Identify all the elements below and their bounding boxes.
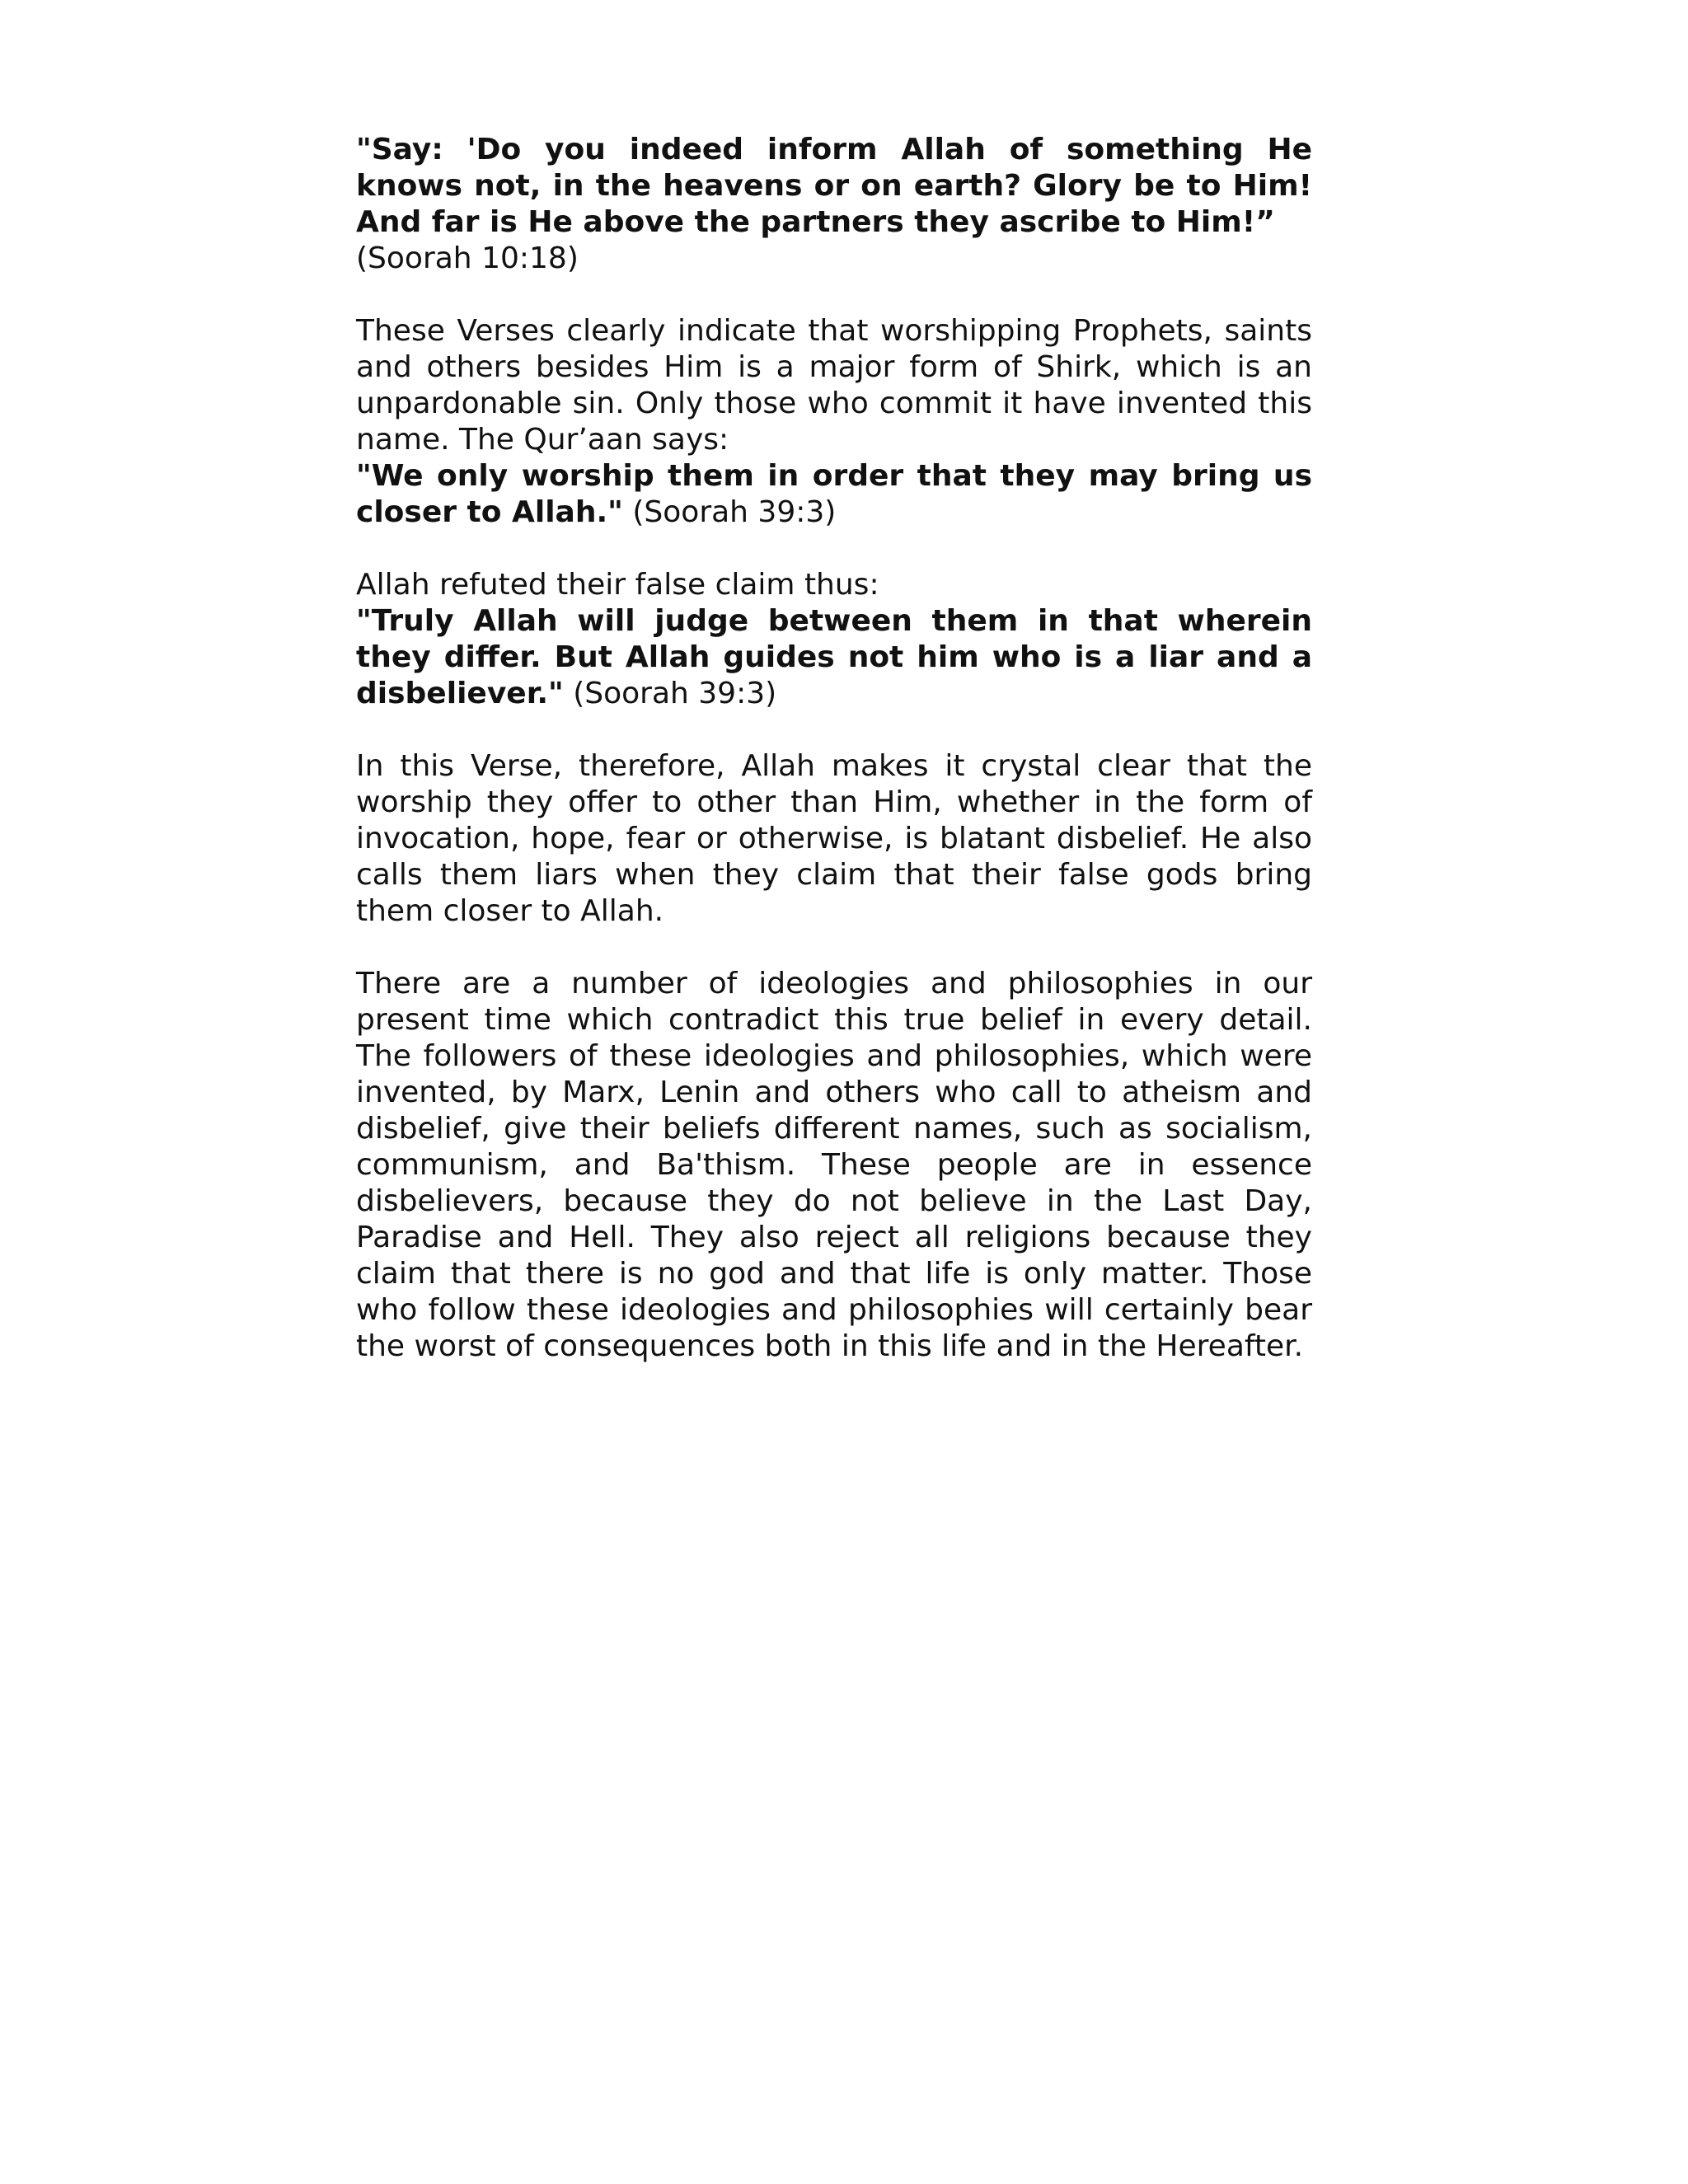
quote-block-soorah-10-18 <box>356 132 1312 277</box>
paragraph-crystal-clear: In this Verse, therefore, Allah makes it crystal clear that the worship they offer to other than Him, whether in the form of invocation, hope, fear or otherwise, is blatant disbelief. He also calls them liars when they claim that their false gods bring them closer to Allah. <box>356 749 1312 928</box>
quran-quote: "Truly Allah will judge between them in that wherein they differ. But Allah guides not him who is a liar and a disbeliever." <box>356 604 1312 710</box>
verse-reference: (Soorah 10:18) <box>356 241 579 275</box>
document-page <box>356 132 1312 1365</box>
paragraph-text: These Verses clearly indicate that worshipping Prophets, saints and others besides Him is a major form of Shirk, which is an unpardonable sin. Only those who commit it have invented this name. The Qur’aan says: <box>356 314 1312 457</box>
paragraph-refutation <box>356 567 1312 712</box>
paragraph-text: Allah refuted their false claim thus: <box>356 568 879 602</box>
paragraph-ideologies: There are a number of ideologies and philosophies in our present time which contradict this true belief in every detail. The followers of these ideologies and philosophies, which were invented, by Marx, Lenin and others who call to atheism and disbelief, give their beliefs different names, such as socialism, communism, and Ba'thism. These people are in essence disbelievers, because they do not believe in the Last Day, Paradise and Hell. They also reject all religions because they claim that there is no god and that life is only matter. Those who follow these ideologies and philosophies will certainly bear the worst of consequences both in this life and in the Hereafter. <box>356 967 1312 1363</box>
quran-quote: "We only worship them in order that they may bring us closer to Allah." <box>356 459 1312 529</box>
paragraph-shirk <box>356 313 1312 531</box>
verse-reference: (Soorah 39:3) <box>563 677 777 710</box>
quran-quote: "Say: 'Do you indeed inform Allah of something He knows not, in the heavens or on earth? Glory be to Him! And far is He above the partners they ascribe to Him!” <box>356 133 1312 239</box>
verse-reference: (Soorah 39:3) <box>622 495 837 529</box>
